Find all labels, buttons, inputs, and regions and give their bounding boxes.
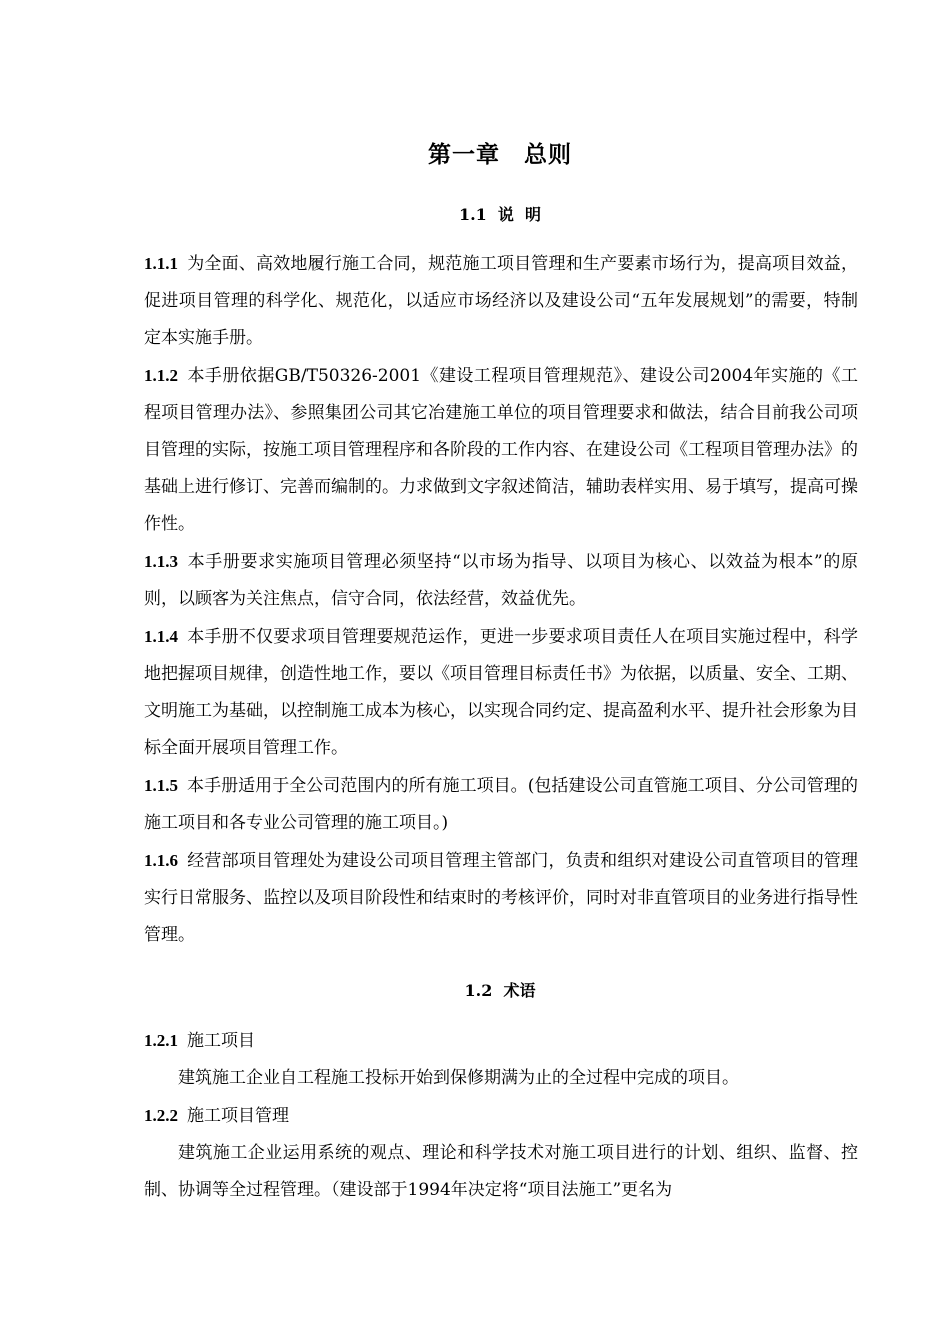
clause-number: 1.1.6	[144, 851, 178, 870]
term-definition-1-2-1: 建筑施工企业自工程施工投标开始到保修期满为止的全过程中完成的项目。	[178, 1068, 739, 1088]
clause-number: 1.1.1	[144, 254, 178, 273]
clause-number: 1.1.5	[144, 776, 178, 795]
clause-1-1-2	[144, 357, 858, 543]
term-heading-1-2-2	[144, 1097, 858, 1135]
term-number: 1.2.2	[144, 1106, 178, 1125]
clause-1-1-5	[144, 767, 858, 842]
clause-text: 本手册依据GB/T50326-2001《建设工程项目管理规范》、建设公司2004年实施的《工程项目管理办法》、参照集团公司其它冶建施工单位的项目管理要求和做法，结合目前我公司项目管理的实际，按施工项目管理程序和各阶段的工作内容、在建设公司《工程项目管理办法》的基础上进行修订、完善而编制的。力求做到文字叙述简洁，辅助表样实用、易于填写，提高可操作性。	[144, 366, 858, 534]
clause-1-1-6	[144, 842, 858, 954]
clause-text: 本手册适用于全公司范围内的所有施工项目。(包括建设公司直管施工项目、分公司管理的施工项目和各专业公司管理的施工项目。)	[144, 776, 858, 833]
clause-text: 本手册不仅要求项目管理要规范运作，更进一步要求项目责任人在项目实施过程中，科学地把握项目规律，创造性地工作，要以《项目管理目标责任书》为依据，以质量、安全、工期、文明施工为基础，以控制施工成本为核心，以实现合同约定、提高盈利水平、提升社会形象为目标全面开展项目管理工作。	[144, 627, 858, 758]
clause-number: 1.1.3	[144, 552, 178, 571]
term-number: 1.2.1	[144, 1031, 178, 1050]
clause-text: 为全面、高效地履行施工合同，规范施工项目管理和生产要素市场行为，提高项目效益，促进项目管理的科学化、规范化，以适应市场经济以及建设公司“五年发展规划”的需要，特制定本实施手册。	[144, 254, 858, 348]
chapter-title: 第一章 总则	[428, 141, 572, 168]
section-1-1-body	[144, 245, 858, 954]
section-heading-1-2: 1.2 术语	[464, 981, 536, 1000]
term-name: 施工项目	[187, 1031, 255, 1051]
clause-1-1-1	[144, 245, 858, 357]
term-heading-1-2-1	[144, 1022, 858, 1060]
clause-1-1-3	[144, 543, 858, 618]
clause-1-1-4	[144, 618, 858, 767]
section-heading-1-1: 1.1 说 明	[458, 205, 542, 224]
section-1-2-body	[144, 1022, 858, 1209]
clause-number: 1.1.2	[144, 366, 178, 385]
clause-text: 经营部项目管理处为建设公司项目管理主管部门，负责和组织对建设公司直管项目的管理实行日常服务、监控以及项目阶段性和结束时的考核评价，同时对非直管项目的业务进行指导性管理。	[144, 851, 858, 945]
term-definition-1-2-2: 建筑施工企业运用系统的观点、理论和科学技术对施工项目进行的计划、组织、监督、控制、协调等全过程管理。（建设部于1994年决定将“项目法施工”更名为	[144, 1143, 858, 1200]
clause-number: 1.1.4	[144, 627, 178, 646]
clause-text: 本手册要求实施项目管理必须坚持“以市场为指导、以项目为核心、以效益为根本”的原则，以顾客为关注焦点，信守合同，依法经营，效益优先。	[144, 552, 858, 609]
term-name: 施工项目管理	[187, 1106, 289, 1126]
